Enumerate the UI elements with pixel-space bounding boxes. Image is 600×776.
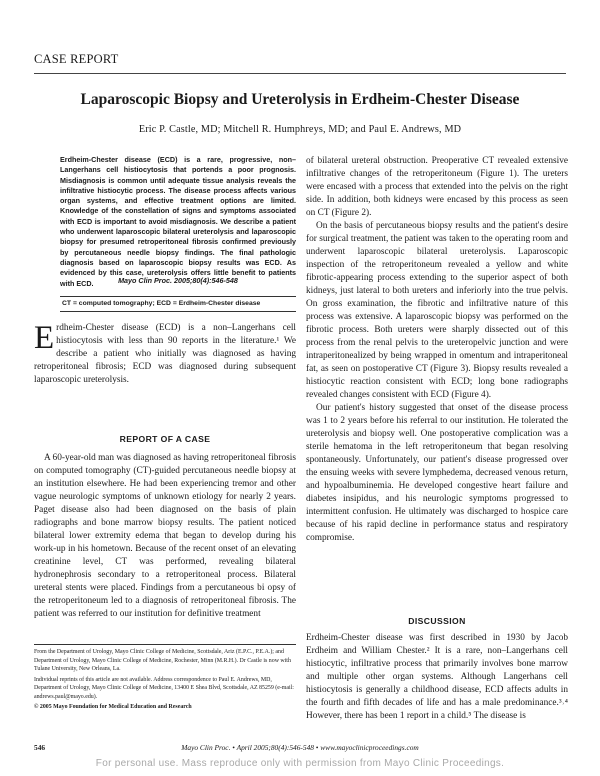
intro-paragraph	[34, 322, 296, 387]
right-paragraph-2: On the basis of percutaneous biopsy results and the patient's desire for surgical treatment, the patient was taken to the operating room and underwent laparoscopic bilateral ureterolysis. Laparoscopic inspection of the retroperitoneum revealed a yellow and white fibrotic-appearing process extending to the superior aspect of both kidneys, just lateral to both ureters and inferiorly into the true pelvis. On gross examination, the fibrotic and infiltrative nature of this process was extensive. A laparoscopic biopsy was performed on the fibrotic process. Both ureters were sharply dissected out of this process from the renal pelvis to the ureteropelvic junction and were intraperitonealized by being wrapped in omentum and intraperitoneal fat, as seen on postoperative CT (Figure 3). Biopsy results revealed a histiocytic reaction consistent with ECD; long bone radiographs revealed changes consistent with ECD (Figure 4).	[306, 221, 568, 401]
case-paragraph: A 60-year-old man was diagnosed as having retroperitoneal fibrosis on computed tomography (CT)-guided percutaneous needle biopsy at an institution elsewhere. He had been experiencing tremor and other vague neurologic symptoms of unknown etiology for nearly 2 years. Paget disease also had been diagnosed on the basis of plain radiographs and bone marrow biopsy results. The patient noticed bilateral lower extremity edema that began to develop during his work-up in his hometown. Because of the recent onset of an elevating creatinine level, CT was performed, revealing bilateral hydronephrosis secondary to a retroperitoneal process. Bilateral ureteral stents were placed. Findings from a percutaneous bi opsy of the retroperitoneum led to a diagnosis of retroperitoneal fibrosis. The patient was referred to our institution for definitive treatment	[34, 453, 296, 620]
abstract-citation: Mayo Clin Proc. 2005;80(4):546-548	[118, 276, 238, 285]
section-label: CASE REPORT	[34, 52, 119, 66]
page-number: 546	[34, 743, 46, 752]
permission-watermark: For personal use. Mass reproduce only with permission from Mayo Clinic Proceedings.	[95, 758, 505, 769]
right-paragraph-1: of bilateral ureteral obstruction. Preoperative CT revealed extensive infiltrative changes of the retroperitoneum (Figure 1). The ureters were encased with a process that extended into the pelvis on the right side. In addition, both kidneys were encased by this process as seen on CT (Figure 2).	[306, 156, 568, 219]
right-paragraph-3: Our patient's history suggested that onset of the disease process was 1 to 2 years before his referral to our institution. He tolerated the ureterolysis and biopsy well. One postoperative complication was a sterile hematoma in the left retroperitoneum that began resolving spontaneously. Unfortunately, our patient's disease progressed over the ensuing weeks with severe lymphedema, decreased venous return, and hypoalbuminemia. He developed congestive heart failure and diabetes insipidus, and his neurologic symptoms progressed to intermittent confusion. He ultimately was discharged to hospice care because of his rapid decline in performance status and respiratory compromise.	[306, 403, 568, 544]
discussion-heading: DISCUSSION	[408, 616, 466, 626]
author-line: Eric P. Castle, MD; Mitchell R. Humphreys, MD; and Paul E. Andrews, MD	[138, 124, 462, 135]
article-title: Laparoscopic Biopsy and Ureterolysis in Erdheim-Chester Disease	[80, 91, 520, 108]
abbreviations-box: CT = computed tomography; ECD = Erdheim-Chester disease	[60, 296, 296, 312]
case-report-text	[34, 452, 296, 621]
section-divider	[34, 73, 566, 74]
footnotes	[34, 648, 296, 714]
intro-text: rdheim-Chester disease (ECD) is a non–Langerhans cell histiocytosis with less than 90 reports in the literature.¹ We describe a patient who initially was diagnosed as having retroperitoneal fibrosis; ECD was diagnosed during subsequent laparoscopic ureterolysis.	[34, 323, 296, 386]
abstract-text: Erdheim-Chester disease (ECD) is a rare, progressive, non–Langerhans cell histiocytosis that portends a poor prognosis. Misdiagnosis is common until adequate tissue analysis reveals the infiltrative histiocytic process. The disease process affects various organ systems, and effective treatment options are limited. Knowledge of the constellation of signs and symptoms associated with ECD is important to avoid misdiagnosis. We describe a patient who underwent laparoscopic bilateral ureterolysis and laparoscopic biopsy for presumed retroperitoneal fibrosis confirmed previously by percutaneous needle biopsy findings. The final pathologic diagnosis based on laparoscopic biopsy results was ECD. As evidenced by this case, ureterolysis offers little benefit to patients with ECD.	[60, 155, 296, 288]
discussion-paragraph: Erdheim-Chester disease was first described in 1930 by Jacob Erdheim and William Chester.² It is a rare, non–Langerhans cell histiocytic, infiltrative process that primarily involves bone marrow and multiple other organ systems. Although Langerhans cell histiocytosis is generally a childhood disease, ECD affects adults in the fourth and fifth decades of life and has a male predominance.³˒⁴ However, there has been 1 report in a child.⁵ The disease is	[306, 633, 568, 722]
drop-cap: E	[34, 320, 55, 356]
copyright-note: © 2005 Mayo Foundation for Medical Education and Research	[34, 704, 192, 711]
reprints-note: Individual reprints of this article are not available. Address correspondence to Paul E. Andrews, MD, Department of Urology, Mayo Clinic College of Medicine, 13400 E Shea Blvd, Scottsdale, AZ 85259 (e-mail: andrews.paul@mayo.edu).	[34, 676, 294, 700]
case-report-heading: REPORT OF A CASE	[119, 434, 211, 444]
discussion-text	[306, 632, 568, 723]
footnote-divider	[34, 644, 296, 645]
journal-footer: Mayo Clin Proc. • April 2005;80(4):546-548 • www.mayoclinicproceedings.com	[181, 743, 419, 752]
right-column-text	[306, 155, 568, 545]
affiliation-note: From the Department of Urology, Mayo Clinic College of Medicine, Scottsdale, Ariz (E.P.C., P.E.A.); and Department of Urology, Mayo Clinic College of Medicine, Rochester, Minn (M.R.H.). Dr Castle is now with Tulane University, New Orleans, La.	[34, 649, 291, 673]
